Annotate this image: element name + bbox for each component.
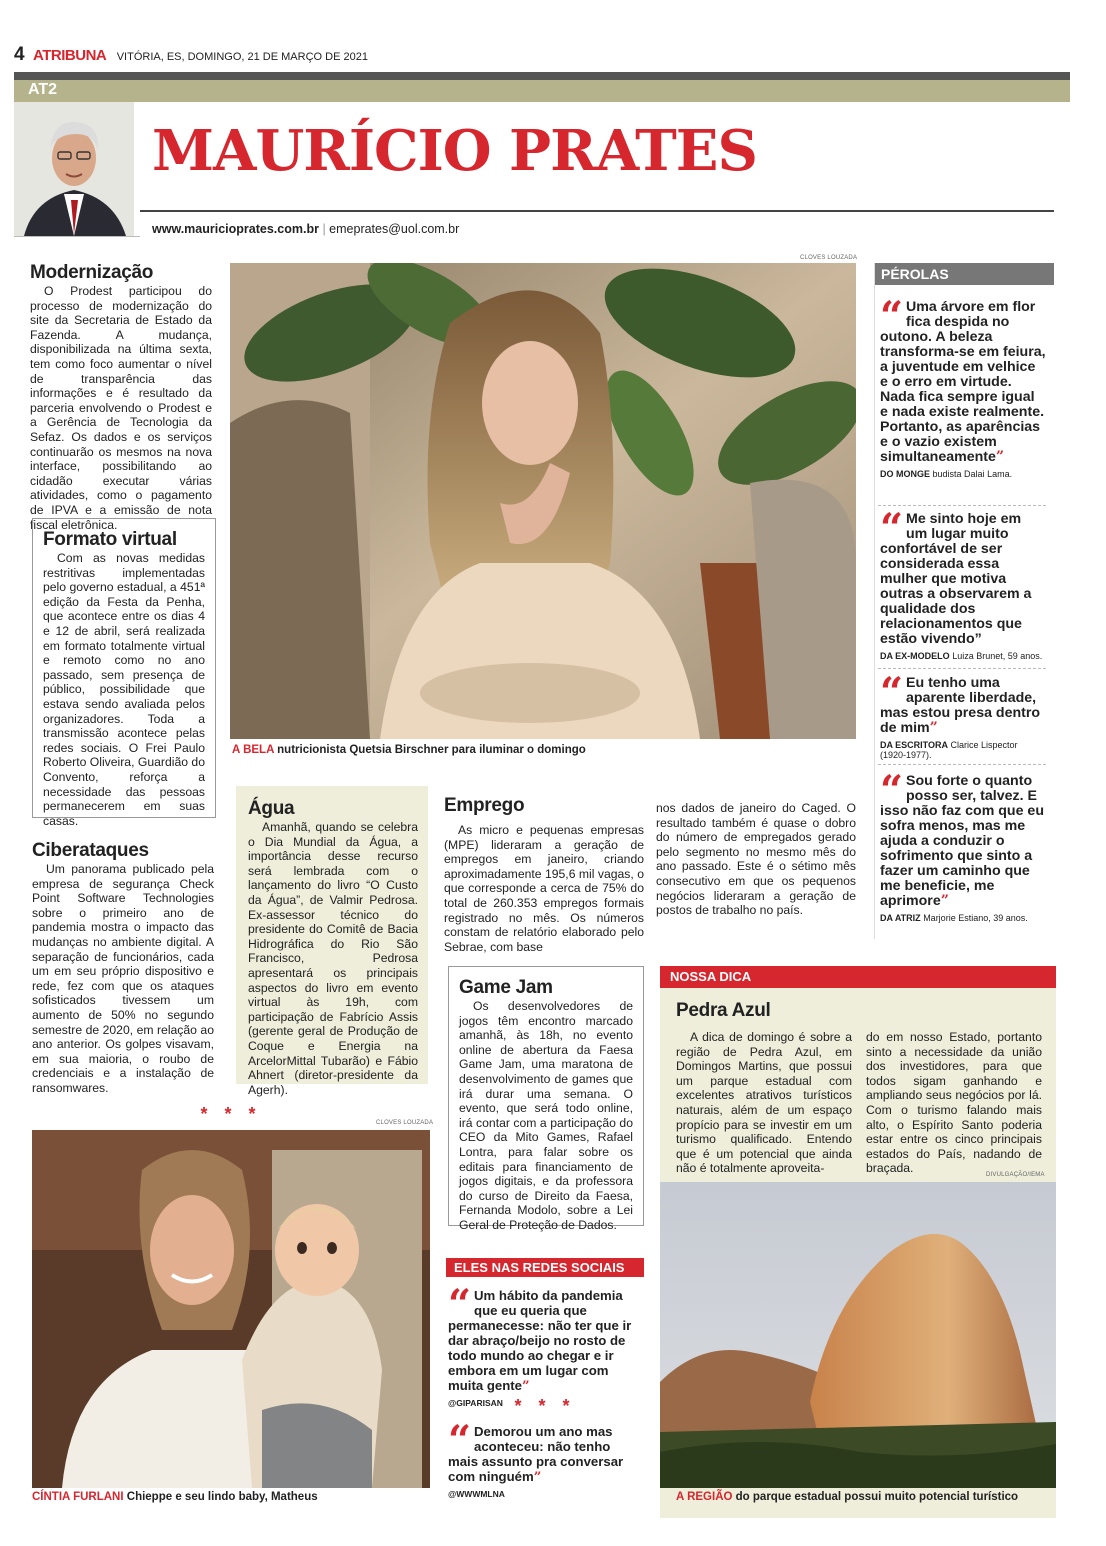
divider (878, 764, 1046, 765)
article-body: As micro e pequenas empresas (MPE) lideraram a geração de empregos em janeiro, criando aproximadamente 195,6 mil vagas, o que corresponde a cerca de 75% do total de 260.353 empregos formais registrado no mês. Os números constam de relatório elaborado pelo Sebrae, com base (444, 823, 644, 954)
masthead-rule (14, 72, 1070, 80)
article-formato (32, 518, 216, 828)
article-body: Amanhã, quando se celebra o Dia Mundial da Água, a importância desse recurso será lembrada com o lançamento do livro “O Custo da Água”, de Valmir Pedrosa. Ex-assessor técnico do presidente do Comitê de Bacia Hidrográfica do Rio São Francisco, Pedrosa apresentará os principais aspectos do livro em evento virtual às 19h, com participação de Fabrício Assis (gerente geral de Produção de Coque e Energia na ArcelorMittal Tubarão) e Fábio Ahnert (diretor-presidente da Agerh). (248, 820, 418, 1097)
article-title: Emprego (444, 795, 525, 816)
author-name: MAURÍCIO PRATES (152, 118, 757, 184)
name-rule (140, 210, 1054, 212)
redes-quote: “ Um hábito da pandemia que eu queria que permanecesse: não ter que ir dar abraço/beijo no rosto de todo mundo ao chegar e ir embora em um lugar com muita gente” @GIPARISAN (448, 1288, 644, 1408)
paper-name: ATRIBUNA (33, 47, 107, 64)
contact-line: www.mauricioprates.com.br | emeprates@uol.com.br (152, 222, 460, 236)
photo-credit: DIVULGAÇÃO/IEMA (986, 1172, 1045, 1178)
mother-photo-caption: CÍNTIA FURLANI Chieppe e seu lindo baby, Matheus (32, 1491, 318, 1503)
article-title: Formato virtual (43, 529, 177, 550)
perolas-header: PÉROLAS (875, 263, 1054, 285)
article-body: Com as novas medidas restritivas implementadas pelo governo estadual, a 451ª edição da Festa da Penha, que acontece entre os dias 4 e 12 de abril, será realizada em formato totalmente virtual e remoto como no ano passado, sem presença de público, possibilidade que estava sendo avaliada pelos organizadores. Toda a transmissão acontece pelas redes sociais. O Frei Paulo Roberto Oliveira, Guardião do Convento, reforça a necessidade das pessoas permanecerem em suas casas. (43, 551, 205, 828)
article-modernizacao (30, 262, 212, 532)
redes-quote: “ Demorou um ano mas aconteceu: não tenho mais assunto pra conversar com ninguém” @WWWMLNA (448, 1424, 644, 1499)
mother-photo (32, 1130, 430, 1488)
article-body: nos dados de janeiro do Caged. O resultado também é quase o dobro do número de empregados gerado pelo segmento no mesmo mês do ano passado. Este é o sétimo mês consecutivo em que os pequenos negócios lideraram a geração de postos de trabalho no país. (656, 801, 856, 918)
perola-quote: “ Me sinto hoje em um lugar muito confortável de ser considerada essa mulher que motiva outras a observarem a qualidade dos relacionamentos que estão vivendo” DA EX-MODELO Luiza Brunet, 59 anos. (880, 505, 1043, 661)
open-quote-icon: “ (880, 293, 904, 340)
separator-stars: * * * (514, 1396, 576, 1416)
divider (878, 505, 1046, 506)
redes-header: ELES NAS REDES SOCIAIS (446, 1258, 644, 1277)
article-emprego (444, 795, 864, 954)
masthead (14, 44, 1074, 66)
article-body: Um panorama publicado pela empresa de segurança Check Point Software Technologies sobre o primeiro ano de pandemia mostra o impacto das mudanças no ambiente digital. A separação de funcionários, cada um em seu próprio dispositivo e rede, fez com que os ataques sofisticados tivessem um aumento de 50% no segundo semestre de 2020, em relação ao ano anterior. Os golpes visavam, em sua maioria, o roubo de credenciais e a instalação de ransomwares. (32, 862, 214, 1095)
perola-quote: “ Uma árvore em flor fica despida no outono. A beleza transforma-se em feiura, a juventude em velhice e o erro em virtude. Nada fica sempre igual e nada existe realmente. Portanto, as aparências e o vazio existem simultaneamente” DO MONGE budista Dalai Lama. (880, 293, 1046, 479)
divider (878, 668, 1046, 669)
article-agua (236, 786, 428, 1097)
date-line: VITÓRIA, ES, DOMINGO, 21 DE MARÇO DE 2021 (116, 51, 368, 63)
article-title: Água (248, 798, 295, 819)
region-photo-caption: A REGIÃO do parque estadual possui muito potencial turístico (676, 1491, 1019, 1503)
author-portrait (14, 102, 134, 236)
perola-quote: “ Sou forte o quanto posso ser, talvez. E isso não faz com que eu sofra menos, mas me ajuda a conduzir o sofrimento que sinto a fazer um caminho que me beneficie, me aprimore” DA ATRIZ Marjorie Estiano, 39 anos. (880, 767, 1044, 923)
open-quote-icon: “ (448, 1281, 472, 1328)
open-quote-icon: “ (448, 1417, 472, 1464)
article-title: Game Jam (459, 977, 553, 998)
social-handle[interactable]: @GIPARISAN (448, 1398, 503, 1408)
left-frame (14, 236, 140, 262)
main-photo-caption: A BELA nutricionista Quetsia Birschner para iluminar o domingo (232, 744, 586, 756)
article-gamejam (448, 966, 644, 1232)
open-quote-icon: “ (880, 767, 904, 814)
section-band (14, 80, 1070, 102)
section-label: AT2 (28, 81, 58, 98)
article-ciberataques (32, 840, 214, 1096)
photo-credit: CLOVES LOUZADA (376, 1120, 434, 1126)
page-number: 4 (14, 44, 25, 65)
article-body: A dica de domingo é sobre a região de Pedra Azul, em Domingos Martins, que possui um parque estadual com excelentes atrativos turísticos naturais, além de um espaço propício para se investir em um turismo qualificado. Entendo que é um potencial que ainda não é totalmente aproveita- (676, 1030, 852, 1176)
article-body: O Prodest participou do processo de modernização do site da Secretaria de Estado da Fazenda. A mudança, disponibilizada na última sexta, tem como foco aumentar o nível de transparência das informações e é resultado da parceria envolvendo o Prodest e a Gerência de Tecnologia da Sefaz. Os dados e os serviços continuarão os mesmos na nova interface, possibilitando ao cidadão executar várias atividades, como o pagamento de IPVA e a emissão de nota fiscal eletrônica. (30, 284, 212, 532)
photo-credit: CLOVES LOUZADA (800, 255, 858, 261)
dica-body (676, 1030, 1046, 1176)
dica-title: Pedra Azul (676, 1000, 771, 1021)
website-link[interactable]: www.mauricioprates.com.br (152, 222, 319, 236)
article-title: Ciberataques (32, 840, 149, 861)
article-body: Os desenvolvedores de jogos têm encontro marcado amanhã, às 18h, no evento online de abertura da Faesa Game Jam, uma maratona de desenvolvimento de games que irá durar uma semana. O evento, que será todo online, irá contar com a participação do CEO da Mito Games, Rafael Lontra, para falar sobre os editais para financiamento de jogos digitais, e da professora do curso de Direito da Faesa, Fernanda Modolo, sobre a Lei Geral de Proteção de Dados. (459, 999, 633, 1232)
article-title: Modernização (30, 262, 154, 283)
email-link[interactable]: emeprates@uol.com.br (329, 222, 460, 236)
open-quote-icon: “ (880, 669, 904, 716)
main-photo (230, 263, 856, 739)
social-handle[interactable]: @WWWMLNA (448, 1489, 505, 1499)
open-quote-icon: “ (880, 505, 904, 552)
separator-stars: * * * (200, 1104, 262, 1124)
article-body: do em nosso Estado, portanto sinto a necessidade da união dos investidores, para que todos sigam ganhando e ampliando seus negócios por lá. Com o turismo falando mais alto, o Espírito Santo poderia estar entre os cinco principais estados do País, nadando de braçada. (866, 1030, 1042, 1176)
region-photo (660, 1182, 1056, 1488)
redes-box (446, 1258, 644, 1277)
perola-quote: “ Eu tenho uma aparente liberdade, mas estou presa dentro de mim” DA ESCRITORA Clarice Lispector (1920-1977). (880, 669, 1041, 760)
dica-header: NOSSA DICA (670, 969, 752, 984)
